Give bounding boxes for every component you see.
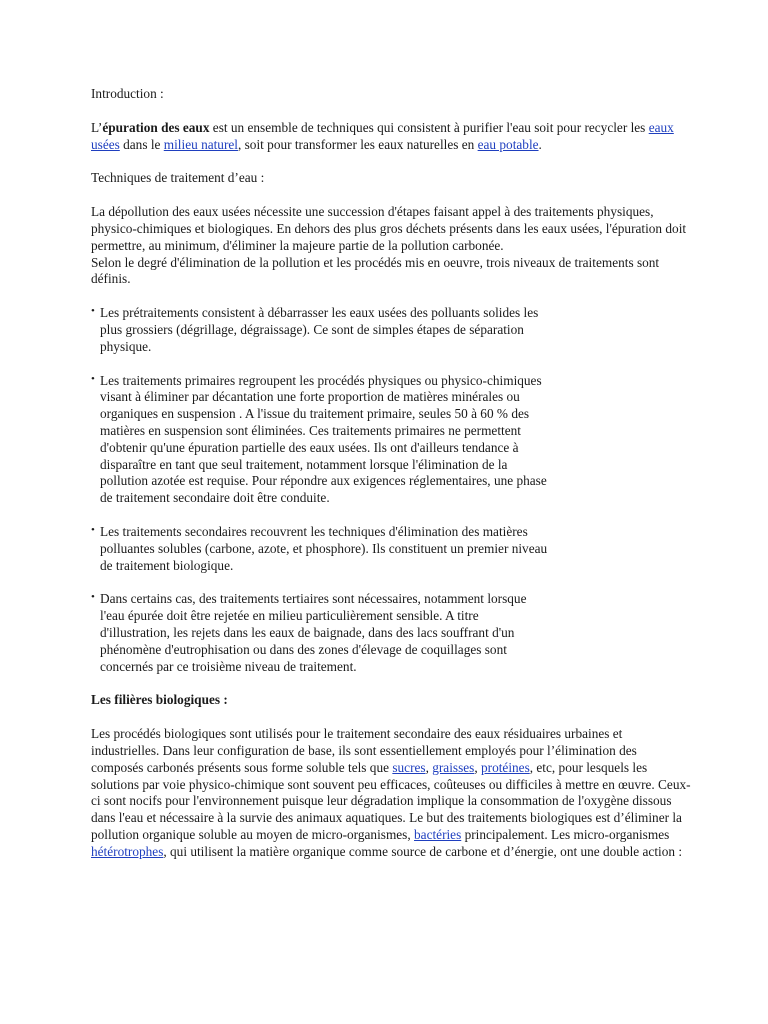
bullet-icon: •	[91, 523, 95, 536]
techniques-heading: Techniques de traitement d’eau :	[91, 170, 265, 186]
intro-bold-term: épuration des eaux	[102, 119, 210, 135]
filieres-paragraph: Les procédés biologiques sont utilisés pour le traitement secondaire des eaux résiduaires urbaines et industrielles. Dans leur configuration de base, ils sont essentiellement employés pour l’élimination des composés carbonés présents sous forme soluble tels que sucres, graisses, protéines, etc, pour lesquels les solutions par voie physico-chimique sont souvent peu efficaces, coûteuses ou difficiles à mettre en œuvre. Ceux-ci sont nocifs pour l'environnement puisque leur dégradation implique la consommation de l'oxygène dissous dans l'eau et nécessaire à la survie des animaux aquatiques. Le but des traitements biologiques est d’éliminer la pollution organique soluble au moyen de micro-organismes, bactéries principalement. Les micro-organismes hétérotrophes, qui utilisent la matière organique comme source de carbone et d’énergie, ont une double action :	[91, 726, 691, 859]
link-sucres[interactable]: sucres	[392, 759, 426, 775]
document-page	[91, 86, 691, 877]
depollution-paragraph: La dépollution des eaux usées nécessite une succession d'étapes faisant appel à des traitements physiques, physico-chimiques et biologiques. En dehors des plus gros déchets présents dans les eaux usées, l'épuration doit permettre, au minimum, d'éliminer la majeure partie de la pollution carbonée. Selon le degré d'élimination de la pollution et les procédés mis en oeuvre, trois niveaux de traitements sont définis.	[91, 204, 687, 287]
link-eau-potable[interactable]: eau potable	[477, 136, 539, 152]
bullet-icon: •	[91, 591, 95, 604]
intro-paragraph: L’épuration des eaux est un ensemble de techniques qui consistent à purifier l'eau soit pour recycler les eaux usées dans le milieu naturel, soit pour transformer les eaux naturelles en eau potable.	[91, 119, 674, 152]
filieres-heading: Les filières biologiques :	[91, 692, 228, 708]
bullet-icon: •	[91, 305, 95, 318]
link-graisses[interactable]: graisses	[432, 759, 475, 775]
link-milieu-naturel[interactable]: milieu naturel	[163, 136, 238, 152]
link-heterotrophes[interactable]: hétérotrophes	[91, 843, 164, 859]
link-proteines[interactable]: protéines	[481, 759, 530, 775]
list-item: • Les traitements primaires regroupent les procédés physiques ou physico-chimiques visant à éliminer par décantation une forte proportion de matières minérales ou organiques en suspension . A l'issue du traitement primaire, seules 50 à 60 % des matières en suspension sont éliminées. Ces traitements primaires ne permettent d'obtenir qu'une épuration partielle des eaux usées. Ils ont d'ailleurs tendance à disparaître en tant que seul traitement, notamment lorsque l'élimination de la pollution azotée est requise. Pour répondre aux exigences réglementaires, une phase de traitement secondaire doit être conduite.	[91, 372, 547, 506]
list-item: • Les prétraitements consistent à débarrasser les eaux usées des polluants solides les plus grossiers (dégrillage, dégraissage). Ce sont de simples étapes de séparation physique.	[91, 305, 539, 354]
bullet-icon: •	[91, 372, 95, 385]
treatment-levels-list	[91, 305, 551, 675]
list-item: • Dans certains cas, des traitements tertiaires sont nécessaires, notamment lorsque l'eau épurée doit être rejetée en milieu particulièrement sensible. A titre d'illustration, les rejets dans les eaux de baignade, dans des lacs souffrant d'un phénomène d'eutrophisation ou dans des zones d'élevage de coquillages sont concernés par ce troisième niveau de traitement.	[91, 591, 527, 674]
link-eaux-usees[interactable]: eaux usées	[91, 119, 674, 152]
link-bacteries[interactable]: bactéries	[414, 826, 462, 842]
list-item: • Les traitements secondaires recouvrent les techniques d'élimination des matières polluantes solubles (carbone, azote, et phosphore). Ils constituent un premier niveau de traitement biologique.	[91, 523, 548, 573]
intro-heading: Introduction :	[91, 86, 164, 101]
